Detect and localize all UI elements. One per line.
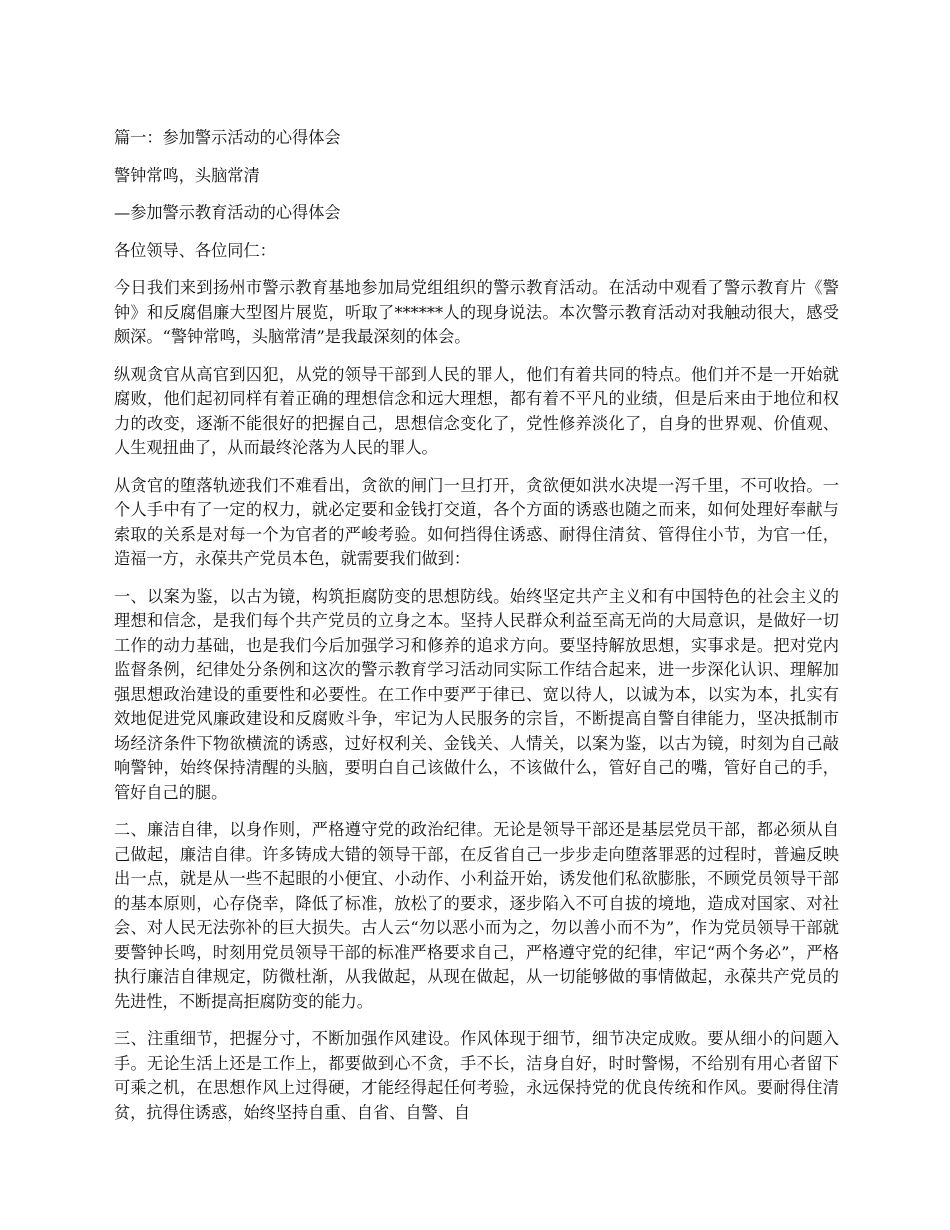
paragraph-intro: 今日我们来到扬州市警示教育基地参加局党组组织的警示教育活动。在活动中观看了警示教育片《警钟》和反腐倡廉大型图片展览，听取了******人的现身说法。本次警示教育活动对我触动很大，感受颇深。“警钟常鸣，头脑常清”是我最深刻的体会。 — [114, 278, 839, 346]
paragraph-observation: 纵观贪官从高官到囚犯，从党的领导干部到人民的罪人，他们有着共同的特点。他们并不是一开始就腐败，他们起初同样有着正确的理想信念和远大理想，都有着不平凡的业绩，但是后来由于地位和权力的改变，逐渐不能很好的把握自己，思想信念变化了，党性修养淡化了，自身的世界观、价值观、人生观扭曲了，从而最终沦落为人民的罪人。 — [114, 364, 839, 457]
salutation: 各位领导、各位同仁： — [114, 240, 276, 260]
paragraph-point-one: 一、以案为鉴，以古为镜，构筑拒腐防变的思想防线。始终坚定共产主义和有中国特色的社会主义的理想和信念，是我们每个共产党员的立身之本。坚持人民群众利益至高无尚的大局意识，是做好一切工作的动力基础，也是我们今后加强学习和修养的追求方向。要坚持解放思想，实事求是。把对党内监督条例，纪律处分条例和这次的警示教育学习活动同实际工作结合起来，进一步深化认识、理解加强思想政治建设的重要性和必要性。在工作中要严于律已、宽以待人，以诚为本，以实为本，扎实有效地促进党风廉政建设和反腐败斗争，牢记为人民服务的宗旨，不断提高自警自律能力，坚决抵制市场经济条件下物欲横流的诱惑，过好权利关、金钱关、人情关，以案为鉴，以古为镜，时刻为自己敲响警钟，始终保持清醒的头脑，要明白自己该做什么，不该做什么，管好自己的嘴，管好自己的手，管好自己的腿。 — [114, 586, 839, 802]
paragraph-point-two: 二、廉洁自律，以身作则，严格遵守党的政治纪律。无论是领导干部还是基层党员干部，都必须从自己做起，廉洁自律。许多铸成大错的领导干部，在反省自己一步步走向堕落罪恶的过程时，普遍反映出一点，就是从一些不起眼的小便宜、小动作、小利益开始，诱发他们私欲膨胀，不顾党员领导干部的基本原则，心存侥幸，降低了标准，放松了的要求，逐步陷入不可自拔的境地，造成对国家、对社会、对人民无法弥补的巨大损失。古人云“勿以恶小而为之，勿以善小而不为”，作为党员领导干部就要警钟长鸣，时刻用党员领导干部的标准严格要求自己，严格遵守党的纪律，牢记“两个务必”，严格执行廉洁自律规定，防微杜渐，从我做起，从现在做起，从一切能够做的事情做起，永葆共产党员的先进性，不断提高拒腐防变的能力。 — [114, 820, 839, 1011]
paragraph-analysis: 从贪官的堕落轨迹我们不难看出，贪欲的闸门一旦打开，贪欲便如洪水决堤一泻千里，不可收拾。一个人手中有了一定的权力，就必定要和金钱打交道，各个方面的诱惑也随之而来，如何处理好奉献与索取的关系是对每一个为官者的严峻考验。如何挡得住诱惑、耐得住清贫、管得住小节，为官一任，造福一方，永葆共产党员本色，就需要我们做到： — [114, 475, 839, 568]
document-subtitle: —参加警示教育活动的心得体会 — [114, 203, 341, 222]
paragraph-point-three: 三、注重细节，把握分寸，不断加强作风建设。作风体现于细节，细节决定成败。要从细小的问题入手。无论生活上还是工作上，都要做到心不贪，手不长，洁身自好，时时警惕，不给别有用心者留下可乘之机，在思想作风上过得硬，才能经得起任何考验，永远保持党的优良传统和作风。要耐得住清贫，抗得住诱惑，始终坚持自重、自省、自警、自 — [114, 1029, 839, 1122]
document-body — [114, 126, 839, 1138]
document-title: 篇一：参加警示活动的心得体会 — [114, 128, 341, 147]
document-headline: 警钟常鸣，头脑常清 — [114, 165, 260, 185]
